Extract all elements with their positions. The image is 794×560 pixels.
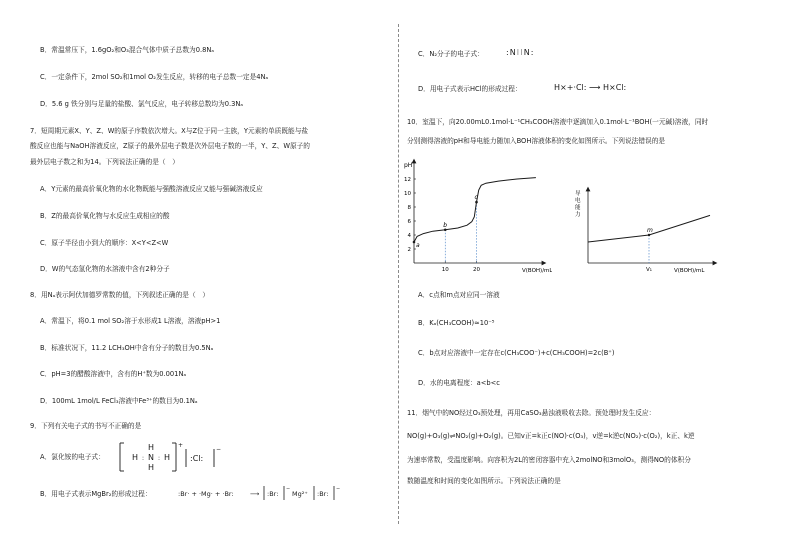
- q8-option-b: B．标准状况下，11.2 LCH₃OH中含有分子的数目为0.5Nₐ: [40, 344, 214, 352]
- cond-point-m: [648, 234, 650, 236]
- column-divider: [398, 24, 399, 524]
- ph-xtick-label: 20: [473, 267, 480, 273]
- q10-option-c: C．b点对应溶液中一定存在c(CH₃COO⁻)+c(CH₃COOH)=2c(B⁺): [418, 349, 615, 357]
- svg-text::Br· + ·Mg· + ·Br:: :Br· + ·Mg· + ·Br:: [178, 490, 234, 498]
- q6-option-b: B．常温常压下，1.6gO₂和O₃混合气体中质子总数为0.8Nₐ: [40, 46, 214, 54]
- q9-stem: 9．下列有关电子式的书写不正确的是: [30, 422, 142, 430]
- cond-x-label: V(BOH)/mL: [674, 268, 705, 274]
- conductivity-chart: [570, 185, 720, 275]
- svg-text::Br:: :Br:: [267, 490, 279, 498]
- mgbr2-formation-formula: [176, 482, 362, 504]
- svg-text::: :: [158, 455, 161, 462]
- q11-stem-line1: 11．烟气中的NO经过O₃预处理，再用CaSO₃悬浊液吸收去除。预处理时发生反应：: [407, 409, 656, 417]
- ph-titration-chart: [402, 155, 552, 275]
- n2-electron-formula: :N⁝⁝N:: [506, 48, 535, 57]
- q7-option-a: A．Y元素的最高价氧化物的水化物既能与强酸溶液反应又能与强碱溶液反应: [40, 185, 263, 193]
- cond-point-label-m: m: [647, 227, 653, 234]
- ph-point-label-b: b: [443, 221, 448, 229]
- ph-curve: [414, 178, 536, 242]
- svg-text:H: H: [132, 453, 139, 462]
- svg-text::Cl:: :Cl:: [190, 454, 204, 463]
- q9-option-c: C．N₂分子的电子式：: [418, 50, 484, 58]
- q10-stem-line1: 10．室温下，向20.00mL0.1mol·L⁻¹CH₃COOH溶液中逐滴加入0.1mol·L⁻¹BOH(一元碱)溶液，同时: [407, 118, 709, 126]
- svg-text:Mg²⁺: Mg²⁺: [292, 490, 308, 498]
- ph-y-label: pH: [404, 162, 413, 169]
- q6-option-d: D．5.6 g 铁分别与足量的盐酸、氯气反应，电子转移总数均为0.3Nₐ: [40, 100, 244, 108]
- ph-point-label-a: a: [416, 242, 420, 249]
- cond-xtick-label: V₁: [646, 267, 652, 273]
- q7-stem-line3: 最外层电子数之和为14。下列说法正确的是（ ）: [30, 158, 179, 166]
- q10-stem-line2: 分别测得溶液的pH和导电能力随加入BOH溶液体积的变化如图所示。下列说法错误的是: [407, 137, 666, 145]
- ph-point-c: [475, 201, 478, 204]
- svg-text:+: +: [178, 442, 184, 449]
- q8-option-c: C．pH=3的醋酸溶液中，含有的H⁺数为0.001Nₐ: [40, 370, 187, 378]
- q7-stem-line2: 酸反应也能与NaOH溶液反应，Z原子的最外层电子数是次外层电子数的一半，Y、Z、W原子的: [30, 142, 310, 150]
- svg-text:⟶: ⟶: [250, 490, 260, 498]
- q8-option-d: D．100mL 1mol/L FeCl₃溶液中Fe³⁺的数目为0.1Nₐ: [40, 397, 198, 405]
- ph-point-a: [413, 241, 416, 244]
- q9-option-b: B．用电子式表示MgBr₂的形成过程：: [40, 490, 152, 498]
- q9-option-d: D．用电子式表示HCl的形成过程：: [418, 85, 522, 93]
- svg-text::Br:: :Br:: [317, 490, 329, 498]
- q8-option-a: A．常温下，将0.1 mol SO₂溶于水形成1 L溶液，溶液pH>1: [40, 317, 221, 325]
- ph-ytick-label: 2: [407, 247, 411, 253]
- svg-text:−: −: [336, 486, 341, 492]
- q7-stem-line1: 7．短周期元素X、Y、Z、W的原子序数依次增大。X与Z位于同一主族，Y元素的单质既能与盐: [30, 127, 309, 135]
- svg-text:H: H: [148, 463, 155, 472]
- ph-ytick-label: 6: [407, 219, 411, 225]
- q9-option-a: A．氯化铵的电子式：: [40, 453, 105, 461]
- ph-x-label: V(BOH)/mL: [522, 268, 552, 274]
- ph-ytick-label: 4: [407, 233, 411, 239]
- q10-option-a: A．c点和m点对应同一溶液: [418, 291, 500, 299]
- q11-stem-line3: 为速率常数，受温度影响。向容积为2L的密闭容器中充入2molNO和3molO₃，测得NO的体积分: [407, 456, 691, 464]
- svg-text:−: −: [216, 446, 222, 453]
- q11-stem-line4: 数随温度和时间的变化如图所示。下列说法正确的是: [407, 477, 561, 485]
- q7-option-d: D．W的气态氢化物的水溶液中含有2种分子: [40, 265, 170, 273]
- svg-text:H: H: [164, 453, 171, 462]
- ph-ytick-label: 8: [407, 205, 411, 211]
- ph-ytick-label: 12: [404, 177, 411, 183]
- hcl-formation-formula: H×+·Cl: ⟶ H×Cl:: [554, 83, 627, 92]
- q7-option-b: B．Z的最高价氧化物与水反应生成相应的酸: [40, 212, 170, 220]
- ph-point-b: [444, 228, 447, 231]
- q10-option-b: B．Kₐ(CH₃COOH)≈10⁻⁵: [418, 319, 495, 327]
- q6-option-c: C．一定条件下，2mol SO₂和1mol O₂发生反应，转移的电子总数一定是4Nₐ: [40, 73, 269, 81]
- ph-point-label-c: c: [474, 194, 478, 202]
- q7-option-c: C．原子半径由小到大的顺序：X<Y<Z<W: [40, 239, 169, 247]
- svg-text:−: −: [286, 486, 291, 492]
- ammonium-chloride-electron-formula: [118, 439, 228, 473]
- svg-text:H: H: [148, 443, 155, 452]
- cond-y-label: 导电能力: [575, 191, 581, 218]
- q10-option-d: D．水的电离程度：a<b<c: [418, 379, 500, 387]
- svg-text::: :: [142, 455, 145, 462]
- ph-xtick-label: 10: [441, 267, 449, 273]
- svg-text:N: N: [148, 453, 154, 462]
- q8-stem: 8．用Nₐ表示阿伏加德罗常数的值，下列叙述正确的是（ ）: [30, 291, 210, 299]
- q11-stem-line2: NO(g)+O₃(g)⇌NO₂(g)+O₂(g)。已知v正=k正c(NO)·c(O₃)，v逆=k逆c(NO₂)·c(O₂)，k正、k逆: [407, 432, 695, 440]
- ph-ytick-label: 10: [404, 191, 411, 197]
